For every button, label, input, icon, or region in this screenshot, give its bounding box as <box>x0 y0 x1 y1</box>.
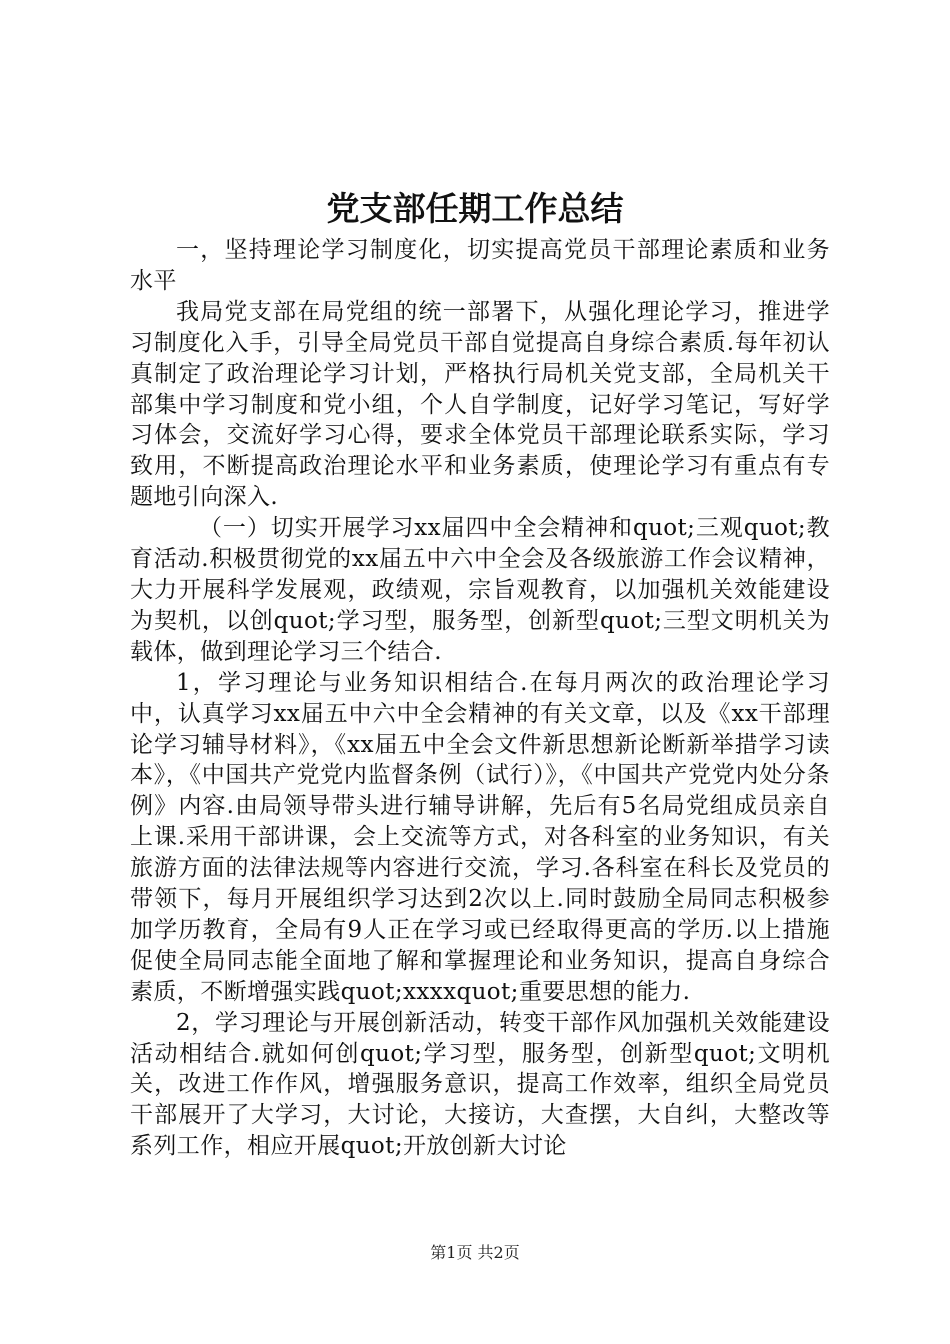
paragraph-item-one: 1，学习理论与业务知识相结合.在每月两次的政治理论学习中，认真学习xx届五中六中全会精神的有关文章，以及《xx干部理论学习辅导材料》，《xx届五中全会文件新思想新论断新举措学习读本》，《中国共产党党内监督条例（试行）》，《中国共产党党内处分条例》内容.由局领导带头进行辅导讲解，先后有5名局党组成员亲自上课.采用干部讲课，会上交流等方式，对各科室的业务知识，有关旅游方面的法律法规等内容进行交流，学习.各科室在科长及党员的带领下，每月开展组织学习达到2次以上.同时鼓励全局同志积极参加学历教育，全局有9人正在学习或已经取得更高的学历.以上措施促使全局同志能全面地了解和掌握理论和业务知识，提高自身综合素质，不断增强实践quot;xxxxquot;重要思想的能力. <box>130 669 830 1005</box>
page-footer: 第1页 共2页 <box>430 1243 520 1262</box>
paragraph-subsection-one: （一）切实开展学习xx届四中全会精神和quot;三观quot;教育活动.积极贯彻党的xx届五中六中全会及各级旅游工作会议精神，大力开展科学发展观，政绩观，宗旨观教育，以加强机关效能建设为契机，以创quot;学习型，服务型，创新型quot;三型文明机关为载体，做到理论学习三个结合. <box>130 515 830 665</box>
paragraph-intro: 我局党支部在局党组的统一部署下，从强化理论学习，推进学习制度化入手，引导全局党员干部自觉提高自身综合素质.每年初认真制定了政治理论学习计划，严格执行局机关党支部，全局机关干部集中学习制度和党小组，个人自学制度，记好学习笔记，写好学习体会，交流好学习心得，要求全体党员干部理论联系实际，学习致用，不断提高政治理论水平和业务素质，使理论学习有重点有专题地引向深入. <box>130 298 830 511</box>
document-title: 党支部任期工作总结 <box>326 189 624 228</box>
paragraph-section-heading: 一，坚持理论学习制度化，切实提高党员干部理论素质和业务水平 <box>130 237 830 294</box>
paragraph-item-two: 2，学习理论与开展创新活动，转变干部作风加强机关效能建设活动相结合.就如何创quot;学习型，服务型，创新型quot;文明机关，改进工作作风，增强服务意识，提高工作效率，组织全局党员干部展开了大学习，大讨论，大接访，大查摆，大自纠，大整改等系列工作，相应开展quot;开放创新大讨论 <box>130 1009 830 1160</box>
document-body <box>130 235 830 1162</box>
